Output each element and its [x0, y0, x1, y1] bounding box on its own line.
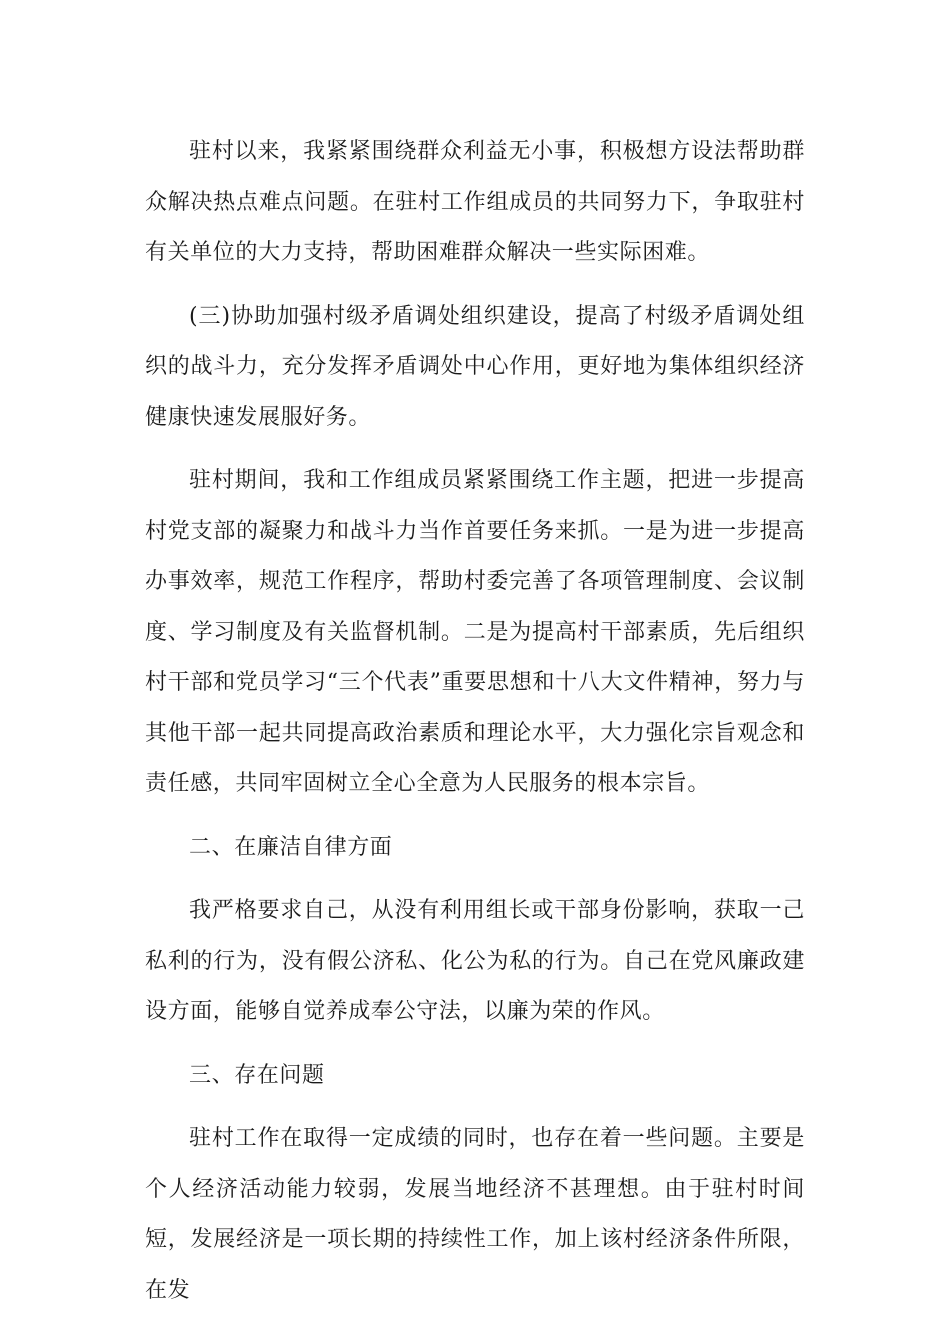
- paragraph-village-work: 驻村以来，我紧紧围绕群众利益无小事，积极想方设法帮助群众解决热点难点问题。在驻村工作组成员的共同努力下，争取驻村有关单位的大力支持，帮助困难群众解决一些实际困难。: [145, 139, 805, 265]
- paragraph-problems: 驻村工作在取得一定成绩的同时，也存在着一些问题。主要是个人经济活动能力较弱，发展当地经济不甚理想。由于驻村时间短，发展经济是一项长期的持续性工作，加上该村经济条件所限，在发: [145, 1126, 805, 1303]
- document-body: [145, 127, 805, 1329]
- paragraph-mediation-organization: (三)协助加强村级矛盾调处组织建设，提高了村级矛盾调处组织的战斗力，充分发挥矛盾调处中心作用，更好地为集体组织经济健康快速发展服好务。: [145, 303, 805, 430]
- paragraph-integrity: 我严格要求自己，从没有利用组长或干部身份影响，获取一己私利的行为，没有假公济私、化公为私的行为。自己在党风廉政建设方面，能够自觉养成奉公守法，以廉为荣的作风。: [145, 898, 805, 1024]
- section-heading-integrity: 二、在廉洁自律方面: [189, 834, 393, 860]
- paragraph-party-branch: 驻村期间，我和工作组成员紧紧围绕工作主题，把进一步提高村党支部的凝聚力和战斗力当作首要任务来抓。一是为进一步提高办事效率，规范工作程序，帮助村委完善了各项管理制度、会议制度、学习制度及有关监督机制。二是为提高村干部素质，先后组织村干部和党员学习“三个代表”重要思想和十八大文件精神，努力与其他干部一起共同提高政治素质和理论水平，大力强化宗旨观念和责任感，共同牢固树立全心全意为人民服务的根本宗旨。: [145, 468, 805, 796]
- section-heading-problems: 三、存在问题: [189, 1062, 325, 1088]
